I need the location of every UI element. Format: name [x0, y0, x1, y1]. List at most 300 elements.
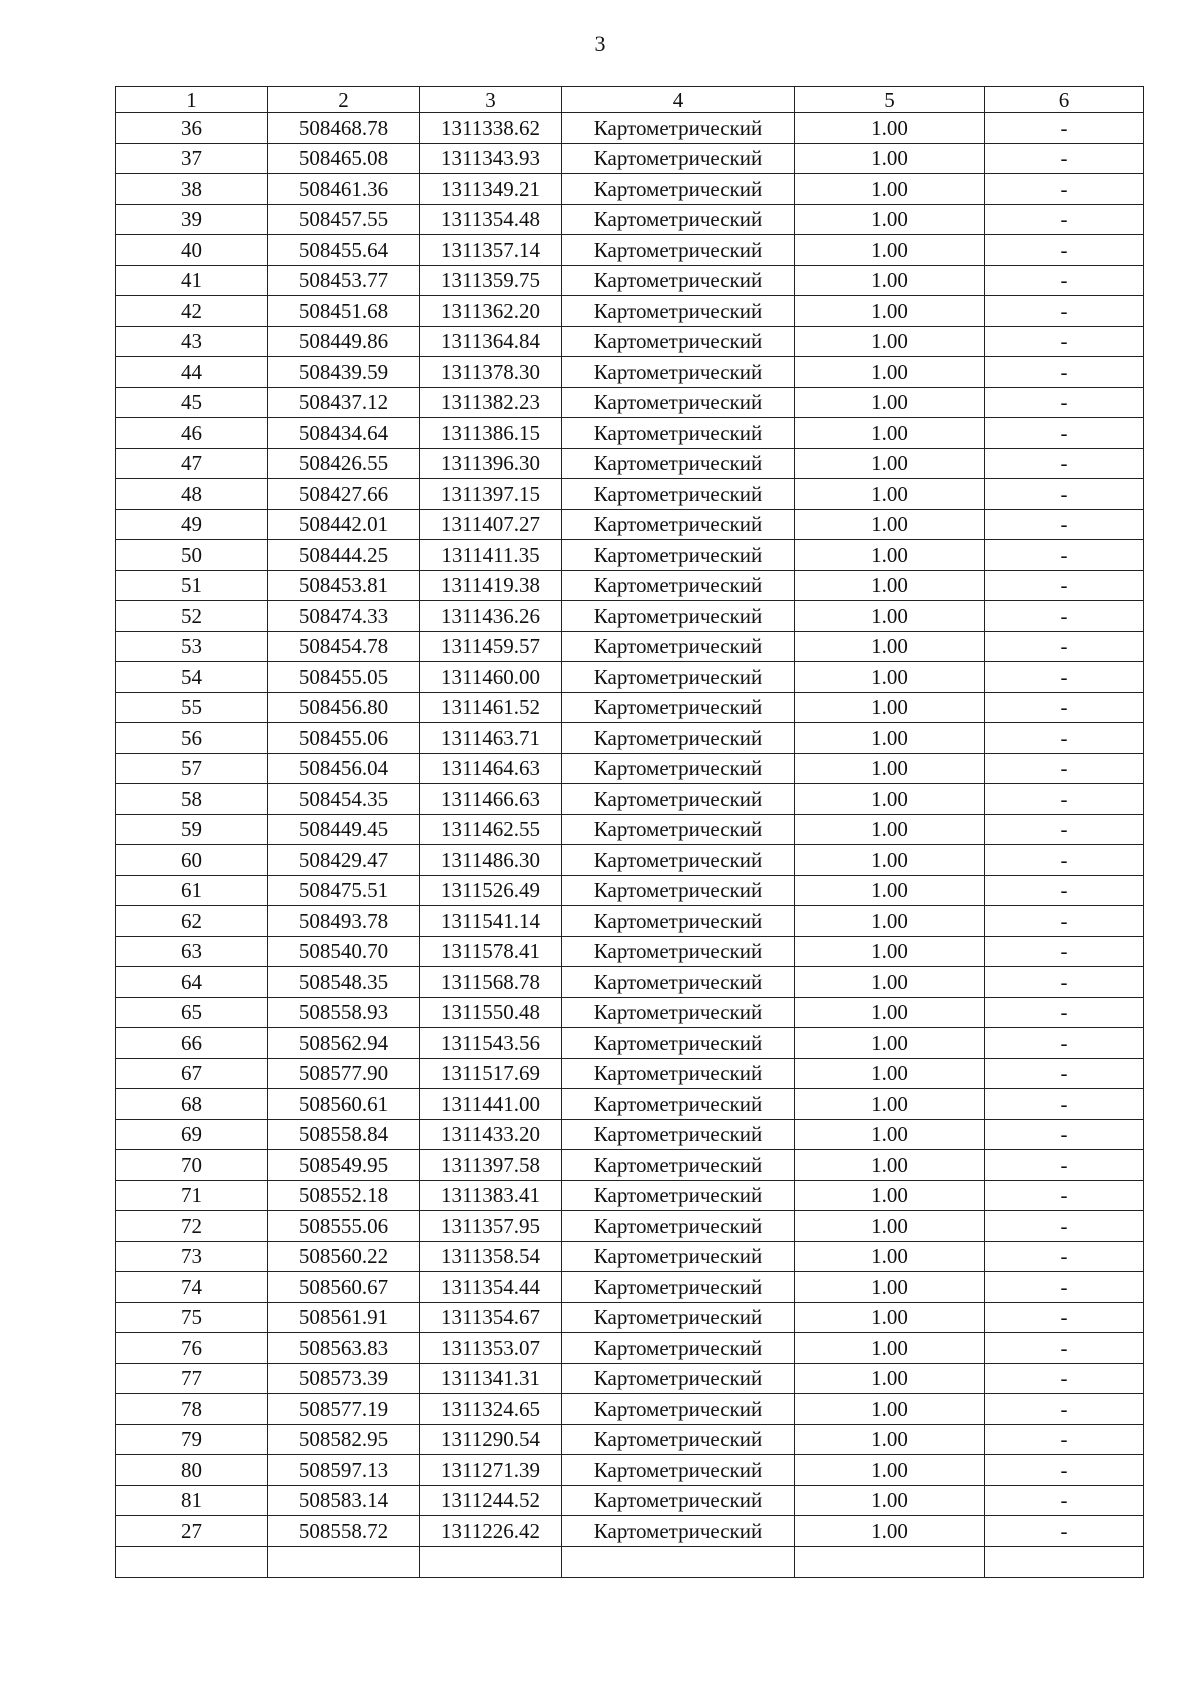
y-coordinate-cell: 1311383.41 — [420, 1180, 562, 1211]
note-cell: - — [985, 1211, 1144, 1242]
accuracy-cell: 1.00 — [795, 936, 985, 967]
method-cell: Картометрический — [562, 509, 795, 540]
point-number-cell: 36 — [116, 113, 268, 144]
accuracy-cell: 1.00 — [795, 418, 985, 449]
method-cell: Картометрический — [562, 692, 795, 723]
table-row — [116, 875, 1144, 906]
point-number-cell: 81 — [116, 1485, 268, 1516]
y-coordinate-cell: 1311407.27 — [420, 509, 562, 540]
accuracy-cell: 1.00 — [795, 448, 985, 479]
point-number-cell: 75 — [116, 1302, 268, 1333]
accuracy-cell: 1.00 — [795, 113, 985, 144]
point-number-cell: 62 — [116, 906, 268, 937]
y-coordinate-cell: 1311517.69 — [420, 1058, 562, 1089]
x-coordinate-cell: 508577.90 — [268, 1058, 420, 1089]
note-cell: - — [985, 143, 1144, 174]
method-cell: Картометрический — [562, 1150, 795, 1181]
x-coordinate-cell: 508552.18 — [268, 1180, 420, 1211]
note-cell: - — [985, 936, 1144, 967]
point-number-cell: 54 — [116, 662, 268, 693]
table-body — [116, 113, 1144, 1578]
note-cell: - — [985, 997, 1144, 1028]
note-cell: - — [985, 1180, 1144, 1211]
point-number-cell: 60 — [116, 845, 268, 876]
method-cell: Картометрический — [562, 1455, 795, 1486]
table-cell — [985, 1546, 1144, 1577]
method-cell: Картометрический — [562, 143, 795, 174]
x-coordinate-cell: 508468.78 — [268, 113, 420, 144]
x-coordinate-cell: 508582.95 — [268, 1424, 420, 1455]
note-cell: - — [985, 814, 1144, 845]
y-coordinate-cell: 1311357.14 — [420, 235, 562, 266]
accuracy-cell: 1.00 — [795, 235, 985, 266]
y-coordinate-cell: 1311386.15 — [420, 418, 562, 449]
x-coordinate-cell: 508449.86 — [268, 326, 420, 357]
method-cell: Картометрический — [562, 723, 795, 754]
note-cell: - — [985, 601, 1144, 632]
method-cell: Картометрический — [562, 448, 795, 479]
header-col-6: 6 — [985, 87, 1144, 113]
x-coordinate-cell: 508597.13 — [268, 1455, 420, 1486]
table-row — [116, 997, 1144, 1028]
x-coordinate-cell: 508426.55 — [268, 448, 420, 479]
accuracy-cell: 1.00 — [795, 1485, 985, 1516]
point-number-cell: 66 — [116, 1028, 268, 1059]
method-cell: Картометрический — [562, 906, 795, 937]
x-coordinate-cell: 508577.19 — [268, 1394, 420, 1425]
note-cell: - — [985, 1485, 1144, 1516]
x-coordinate-cell: 508560.61 — [268, 1089, 420, 1120]
note-cell: - — [985, 875, 1144, 906]
method-cell: Картометрический — [562, 204, 795, 235]
table-row — [116, 1058, 1144, 1089]
method-cell: Картометрический — [562, 1516, 795, 1547]
x-coordinate-cell: 508429.47 — [268, 845, 420, 876]
note-cell: - — [985, 1119, 1144, 1150]
note-cell: - — [985, 1363, 1144, 1394]
y-coordinate-cell: 1311378.30 — [420, 357, 562, 388]
accuracy-cell: 1.00 — [795, 814, 985, 845]
note-cell: - — [985, 265, 1144, 296]
note-cell: - — [985, 1089, 1144, 1120]
method-cell: Картометрический — [562, 1119, 795, 1150]
point-number-cell: 61 — [116, 875, 268, 906]
note-cell: - — [985, 448, 1144, 479]
y-coordinate-cell: 1311357.95 — [420, 1211, 562, 1242]
note-cell: - — [985, 204, 1144, 235]
x-coordinate-cell: 508455.64 — [268, 235, 420, 266]
y-coordinate-cell: 1311396.30 — [420, 448, 562, 479]
point-number-cell: 41 — [116, 265, 268, 296]
y-coordinate-cell: 1311271.39 — [420, 1455, 562, 1486]
note-cell: - — [985, 753, 1144, 784]
method-cell: Картометрический — [562, 1028, 795, 1059]
method-cell: Картометрический — [562, 814, 795, 845]
point-number-cell: 53 — [116, 631, 268, 662]
table-row — [116, 1394, 1144, 1425]
table-row — [116, 1516, 1144, 1547]
x-coordinate-cell: 508449.45 — [268, 814, 420, 845]
accuracy-cell: 1.00 — [795, 540, 985, 571]
x-coordinate-cell: 508437.12 — [268, 387, 420, 418]
method-cell: Картометрический — [562, 1089, 795, 1120]
method-cell: Картометрический — [562, 296, 795, 327]
y-coordinate-cell: 1311526.49 — [420, 875, 562, 906]
x-coordinate-cell: 508548.35 — [268, 967, 420, 998]
table-row — [116, 1119, 1144, 1150]
x-coordinate-cell: 508561.91 — [268, 1302, 420, 1333]
x-coordinate-cell: 508456.80 — [268, 692, 420, 723]
accuracy-cell: 1.00 — [795, 204, 985, 235]
point-number-cell: 76 — [116, 1333, 268, 1364]
y-coordinate-cell: 1311411.35 — [420, 540, 562, 571]
method-cell: Картометрический — [562, 265, 795, 296]
y-coordinate-cell: 1311543.56 — [420, 1028, 562, 1059]
point-number-cell: 58 — [116, 784, 268, 815]
y-coordinate-cell: 1311464.63 — [420, 753, 562, 784]
table-row — [116, 387, 1144, 418]
page-number: 3 — [594, 31, 606, 56]
table-row — [116, 1424, 1144, 1455]
accuracy-cell: 1.00 — [795, 692, 985, 723]
table-row — [116, 1241, 1144, 1272]
table-row — [116, 204, 1144, 235]
note-cell: - — [985, 1455, 1144, 1486]
note-cell: - — [985, 1302, 1144, 1333]
note-cell: - — [985, 662, 1144, 693]
accuracy-cell: 1.00 — [795, 1424, 985, 1455]
table-row — [116, 723, 1144, 754]
point-number-cell: 67 — [116, 1058, 268, 1089]
y-coordinate-cell: 1311354.67 — [420, 1302, 562, 1333]
x-coordinate-cell: 508434.64 — [268, 418, 420, 449]
table-row — [116, 448, 1144, 479]
y-coordinate-cell: 1311341.31 — [420, 1363, 562, 1394]
accuracy-cell: 1.00 — [795, 1119, 985, 1150]
table-row — [116, 1485, 1144, 1516]
x-coordinate-cell: 508573.39 — [268, 1363, 420, 1394]
y-coordinate-cell: 1311463.71 — [420, 723, 562, 754]
accuracy-cell: 1.00 — [795, 967, 985, 998]
y-coordinate-cell: 1311349.21 — [420, 174, 562, 205]
y-coordinate-cell: 1311578.41 — [420, 936, 562, 967]
table-row — [116, 936, 1144, 967]
y-coordinate-cell: 1311353.07 — [420, 1333, 562, 1364]
table-cell — [562, 1546, 795, 1577]
table-row-empty — [116, 1546, 1144, 1577]
accuracy-cell: 1.00 — [795, 1058, 985, 1089]
point-number-cell: 49 — [116, 509, 268, 540]
method-cell: Картометрический — [562, 326, 795, 357]
point-number-cell: 79 — [116, 1424, 268, 1455]
table-cell — [420, 1546, 562, 1577]
header-col-5: 5 — [795, 87, 985, 113]
x-coordinate-cell: 508451.68 — [268, 296, 420, 327]
table-row — [116, 1302, 1144, 1333]
table-row — [116, 235, 1144, 266]
point-number-cell: 59 — [116, 814, 268, 845]
accuracy-cell: 1.00 — [795, 1516, 985, 1547]
method-cell: Картометрический — [562, 1241, 795, 1272]
table-row — [116, 845, 1144, 876]
accuracy-cell: 1.00 — [795, 601, 985, 632]
note-cell: - — [985, 906, 1144, 937]
note-cell: - — [985, 570, 1144, 601]
table-row — [116, 1089, 1144, 1120]
table-row — [116, 418, 1144, 449]
x-coordinate-cell: 508560.22 — [268, 1241, 420, 1272]
point-number-cell: 40 — [116, 235, 268, 266]
accuracy-cell: 1.00 — [795, 1211, 985, 1242]
note-cell: - — [985, 967, 1144, 998]
accuracy-cell: 1.00 — [795, 143, 985, 174]
y-coordinate-cell: 1311338.62 — [420, 113, 562, 144]
note-cell: - — [985, 357, 1144, 388]
x-coordinate-cell: 508454.35 — [268, 784, 420, 815]
note-cell: - — [985, 723, 1144, 754]
table-row — [116, 784, 1144, 815]
method-cell: Картометрический — [562, 418, 795, 449]
accuracy-cell: 1.00 — [795, 631, 985, 662]
table-header-row — [116, 87, 1144, 113]
y-coordinate-cell: 1311397.58 — [420, 1150, 562, 1181]
x-coordinate-cell: 508453.81 — [268, 570, 420, 601]
method-cell: Картометрический — [562, 967, 795, 998]
point-number-cell: 48 — [116, 479, 268, 510]
method-cell: Картометрический — [562, 387, 795, 418]
y-coordinate-cell: 1311382.23 — [420, 387, 562, 418]
header-col-1: 1 — [116, 87, 268, 113]
table-row — [116, 296, 1144, 327]
note-cell: - — [985, 1424, 1144, 1455]
method-cell: Картометрический — [562, 1394, 795, 1425]
accuracy-cell: 1.00 — [795, 387, 985, 418]
table-row — [116, 265, 1144, 296]
point-number-cell: 72 — [116, 1211, 268, 1242]
point-number-cell: 69 — [116, 1119, 268, 1150]
method-cell: Картометрический — [562, 997, 795, 1028]
note-cell: - — [985, 1394, 1144, 1425]
x-coordinate-cell: 508549.95 — [268, 1150, 420, 1181]
x-coordinate-cell: 508583.14 — [268, 1485, 420, 1516]
table-row — [116, 1180, 1144, 1211]
note-cell: - — [985, 1272, 1144, 1303]
table-row — [116, 814, 1144, 845]
y-coordinate-cell: 1311359.75 — [420, 265, 562, 296]
table-cell — [795, 1546, 985, 1577]
table-row — [116, 1150, 1144, 1181]
x-coordinate-cell: 508457.55 — [268, 204, 420, 235]
accuracy-cell: 1.00 — [795, 357, 985, 388]
method-cell: Картометрический — [562, 784, 795, 815]
accuracy-cell: 1.00 — [795, 1363, 985, 1394]
method-cell: Картометрический — [562, 235, 795, 266]
y-coordinate-cell: 1311460.00 — [420, 662, 562, 693]
point-number-cell: 65 — [116, 997, 268, 1028]
x-coordinate-cell: 508454.78 — [268, 631, 420, 662]
point-number-cell: 46 — [116, 418, 268, 449]
note-cell: - — [985, 326, 1144, 357]
accuracy-cell: 1.00 — [795, 723, 985, 754]
x-coordinate-cell: 508540.70 — [268, 936, 420, 967]
accuracy-cell: 1.00 — [795, 296, 985, 327]
method-cell: Картометрический — [562, 570, 795, 601]
table-row — [116, 570, 1144, 601]
y-coordinate-cell: 1311244.52 — [420, 1485, 562, 1516]
table-row — [116, 1272, 1144, 1303]
accuracy-cell: 1.00 — [795, 479, 985, 510]
y-coordinate-cell: 1311436.26 — [420, 601, 562, 632]
note-cell: - — [985, 1241, 1144, 1272]
table-row — [116, 1363, 1144, 1394]
point-number-cell: 27 — [116, 1516, 268, 1547]
method-cell: Картометрический — [562, 1180, 795, 1211]
y-coordinate-cell: 1311550.48 — [420, 997, 562, 1028]
point-number-cell: 47 — [116, 448, 268, 479]
x-coordinate-cell: 508455.06 — [268, 723, 420, 754]
x-coordinate-cell: 508442.01 — [268, 509, 420, 540]
method-cell: Картометрический — [562, 936, 795, 967]
y-coordinate-cell: 1311354.44 — [420, 1272, 562, 1303]
note-cell: - — [985, 631, 1144, 662]
accuracy-cell: 1.00 — [795, 1150, 985, 1181]
accuracy-cell: 1.00 — [795, 784, 985, 815]
y-coordinate-cell: 1311226.42 — [420, 1516, 562, 1547]
accuracy-cell: 1.00 — [795, 265, 985, 296]
accuracy-cell: 1.00 — [795, 875, 985, 906]
x-coordinate-cell: 508461.36 — [268, 174, 420, 205]
note-cell: - — [985, 784, 1144, 815]
method-cell: Картометрический — [562, 845, 795, 876]
coordinates-table — [115, 86, 1144, 1578]
note-cell: - — [985, 174, 1144, 205]
accuracy-cell: 1.00 — [795, 1302, 985, 1333]
x-coordinate-cell: 508444.25 — [268, 540, 420, 571]
table-row — [116, 1028, 1144, 1059]
note-cell: - — [985, 1516, 1144, 1547]
note-cell: - — [985, 1150, 1144, 1181]
note-cell: - — [985, 113, 1144, 144]
method-cell: Картометрический — [562, 1485, 795, 1516]
x-coordinate-cell: 508558.93 — [268, 997, 420, 1028]
method-cell: Картометрический — [562, 174, 795, 205]
x-coordinate-cell: 508455.05 — [268, 662, 420, 693]
accuracy-cell: 1.00 — [795, 753, 985, 784]
note-cell: - — [985, 296, 1144, 327]
point-number-cell: 43 — [116, 326, 268, 357]
method-cell: Картометрический — [562, 875, 795, 906]
method-cell: Картометрический — [562, 113, 795, 144]
method-cell: Картометрический — [562, 1363, 795, 1394]
method-cell: Картометрический — [562, 1272, 795, 1303]
point-number-cell: 55 — [116, 692, 268, 723]
y-coordinate-cell: 1311541.14 — [420, 906, 562, 937]
accuracy-cell: 1.00 — [795, 1089, 985, 1120]
y-coordinate-cell: 1311568.78 — [420, 967, 562, 998]
header-col-4: 4 — [562, 87, 795, 113]
point-number-cell: 37 — [116, 143, 268, 174]
accuracy-cell: 1.00 — [795, 1272, 985, 1303]
note-cell: - — [985, 418, 1144, 449]
y-coordinate-cell: 1311459.57 — [420, 631, 562, 662]
x-coordinate-cell: 508439.59 — [268, 357, 420, 388]
table-row — [116, 1333, 1144, 1364]
accuracy-cell: 1.00 — [795, 1241, 985, 1272]
method-cell: Картометрический — [562, 479, 795, 510]
y-coordinate-cell: 1311354.48 — [420, 204, 562, 235]
y-coordinate-cell: 1311362.20 — [420, 296, 562, 327]
table-row — [116, 601, 1144, 632]
method-cell: Картометрический — [562, 540, 795, 571]
point-number-cell: 52 — [116, 601, 268, 632]
point-number-cell: 77 — [116, 1363, 268, 1394]
y-coordinate-cell: 1311433.20 — [420, 1119, 562, 1150]
x-coordinate-cell: 508475.51 — [268, 875, 420, 906]
point-number-cell: 51 — [116, 570, 268, 601]
table-row — [116, 967, 1144, 998]
table-row — [116, 631, 1144, 662]
accuracy-cell: 1.00 — [795, 570, 985, 601]
accuracy-cell: 1.00 — [795, 1028, 985, 1059]
table-row — [116, 540, 1144, 571]
table-row — [116, 906, 1144, 937]
note-cell: - — [985, 235, 1144, 266]
accuracy-cell: 1.00 — [795, 174, 985, 205]
y-coordinate-cell: 1311419.38 — [420, 570, 562, 601]
y-coordinate-cell: 1311486.30 — [420, 845, 562, 876]
table-row — [116, 509, 1144, 540]
x-coordinate-cell: 508474.33 — [268, 601, 420, 632]
note-cell: - — [985, 540, 1144, 571]
accuracy-cell: 1.00 — [795, 1180, 985, 1211]
point-number-cell: 73 — [116, 1241, 268, 1272]
x-coordinate-cell: 508558.72 — [268, 1516, 420, 1547]
table-row — [116, 357, 1144, 388]
x-coordinate-cell: 508560.67 — [268, 1272, 420, 1303]
table-row — [116, 662, 1144, 693]
y-coordinate-cell: 1311462.55 — [420, 814, 562, 845]
y-coordinate-cell: 1311364.84 — [420, 326, 562, 357]
accuracy-cell: 1.00 — [795, 997, 985, 1028]
header-col-3: 3 — [420, 87, 562, 113]
y-coordinate-cell: 1311466.63 — [420, 784, 562, 815]
accuracy-cell: 1.00 — [795, 906, 985, 937]
x-coordinate-cell: 508427.66 — [268, 479, 420, 510]
point-number-cell: 71 — [116, 1180, 268, 1211]
table-row — [116, 479, 1144, 510]
method-cell: Картометрический — [562, 1333, 795, 1364]
point-number-cell: 68 — [116, 1089, 268, 1120]
note-cell: - — [985, 1333, 1144, 1364]
method-cell: Картометрический — [562, 753, 795, 784]
point-number-cell: 38 — [116, 174, 268, 205]
table-row — [116, 143, 1144, 174]
point-number-cell: 42 — [116, 296, 268, 327]
method-cell: Картометрический — [562, 601, 795, 632]
accuracy-cell: 1.00 — [795, 662, 985, 693]
x-coordinate-cell: 508558.84 — [268, 1119, 420, 1150]
point-number-cell: 64 — [116, 967, 268, 998]
y-coordinate-cell: 1311441.00 — [420, 1089, 562, 1120]
method-cell: Картометрический — [562, 357, 795, 388]
x-coordinate-cell: 508563.83 — [268, 1333, 420, 1364]
point-number-cell: 63 — [116, 936, 268, 967]
accuracy-cell: 1.00 — [795, 845, 985, 876]
accuracy-cell: 1.00 — [795, 1394, 985, 1425]
point-number-cell: 74 — [116, 1272, 268, 1303]
note-cell: - — [985, 1058, 1144, 1089]
y-coordinate-cell: 1311343.93 — [420, 143, 562, 174]
